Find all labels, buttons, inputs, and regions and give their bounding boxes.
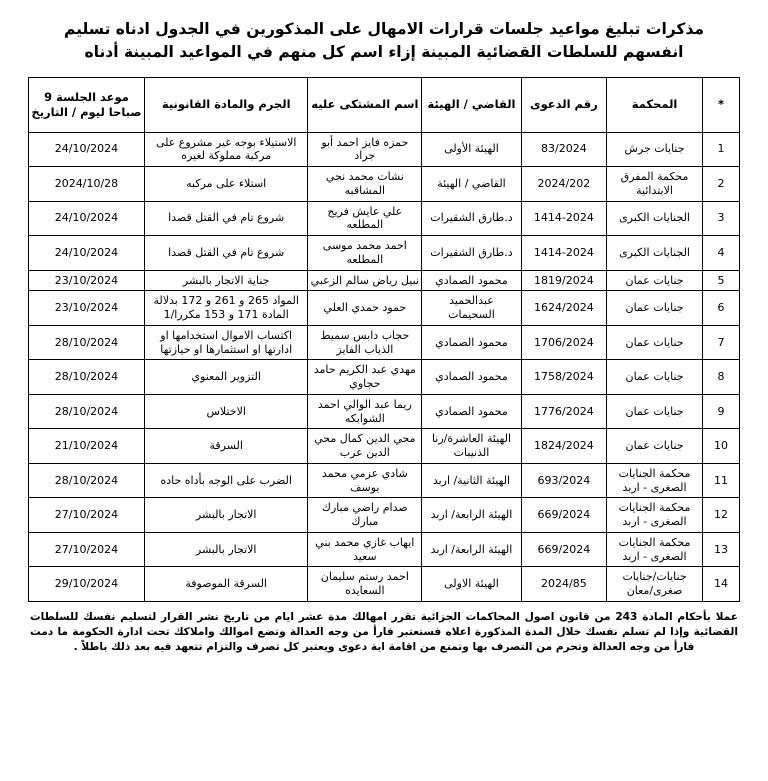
table-row bbox=[29, 201, 740, 236]
cell-date: 24/10/2024 bbox=[29, 236, 145, 271]
cell-court: جنايات عمان bbox=[607, 291, 703, 326]
cell-num: 5 bbox=[703, 270, 740, 291]
cell-charge: استلاء على مركبه bbox=[144, 167, 308, 202]
legal-footer-note: عملا بأحكام المادة 243 من قانون اصول المحاكمات الجزائية تقرر امهالك مدة عشر ايام من تاريخ نشر القرار لتسليم نفسك للسلطات القضائية وإذا لم تسلم نفسك خلال المدة المذكورة اعلاه فستعتبر فارأ من وجه العدالة وتضع اموالك واملاكك تحت ادارة الحكومة ما دمت فارأ من وجه العدالة وتحرم من التصرف بها وتمنع من اقامة اية دعوى ويعتبر كل تصرف والتزام تتعهد فيه بعد ذلك باطلاً . bbox=[30, 610, 738, 654]
cell-charge: المواد 265 و 261 و 172 بدلالة المادة 171 و 153 مكررا/1 bbox=[144, 291, 308, 326]
cell-court: جنايات عمان bbox=[607, 429, 703, 464]
cell-accused: نشات محمد نجي المشاقبه bbox=[308, 167, 422, 202]
cell-num: 7 bbox=[703, 325, 740, 360]
table-row bbox=[29, 394, 740, 429]
cell-judge: د.طارق الشقيرات bbox=[422, 201, 522, 236]
cell-num: 13 bbox=[703, 532, 740, 567]
cell-case-no: 2024/202 bbox=[521, 167, 606, 202]
cell-court: الجنايات الكبرى bbox=[607, 236, 703, 271]
cell-judge: الهيئة العاشرة/رنا الذنيبات bbox=[422, 429, 522, 464]
cell-accused: مهدي عبد الكريم حامد حجاوي bbox=[308, 360, 422, 395]
cell-case-no: 1824/2024 bbox=[521, 429, 606, 464]
table-row bbox=[29, 567, 740, 602]
cell-case-no: 669/2024 bbox=[521, 498, 606, 533]
cell-judge: د.طارق الشقيرات bbox=[422, 236, 522, 271]
cell-date: 29/10/2024 bbox=[29, 567, 145, 602]
cell-num: 9 bbox=[703, 394, 740, 429]
cell-date: 28/10/2024 bbox=[29, 360, 145, 395]
cell-charge: الاستيلاء بوجه غير مشروع على مركبة مملوكة لغيره bbox=[144, 132, 308, 167]
cell-date: 23/10/2024 bbox=[29, 291, 145, 326]
cell-judge: الهيئة الثانية/ اربد bbox=[422, 463, 522, 498]
cell-court: جنايات عمان bbox=[607, 325, 703, 360]
cell-accused: صدام راضي مبارك مبارك bbox=[308, 498, 422, 533]
cell-accused: شادي عزمي محمد يوسف bbox=[308, 463, 422, 498]
cell-case-no: 1624/2024 bbox=[521, 291, 606, 326]
cell-judge: محمود الصمادي bbox=[422, 360, 522, 395]
table-header bbox=[29, 77, 740, 132]
cell-court: محكمة الجنايات الصغرى - اربد bbox=[607, 532, 703, 567]
cell-charge: السرقة الموصوفة bbox=[144, 567, 308, 602]
cell-accused: احمد محمد موسى المطلعه bbox=[308, 236, 422, 271]
notices-table bbox=[28, 77, 740, 602]
cell-charge: الاختلاس bbox=[144, 394, 308, 429]
cell-accused: احمد رستم سليمان السعايده bbox=[308, 567, 422, 602]
table-row bbox=[29, 132, 740, 167]
cell-accused: نبيل رياض سالم الزعبي bbox=[308, 270, 422, 291]
table-row bbox=[29, 360, 740, 395]
page-title: مذكرات تبليغ مواعيد جلسات قرارات الامهال على المذكورين في الجدول ادناه تسليم انفسهم للسلطات القضائية المبينة إزاء اسم كل منهم في المواعيد المبينة أدناه bbox=[63, 20, 704, 62]
cell-charge: الاتجار بالبشر bbox=[144, 498, 308, 533]
cell-charge: شروع تام في القتل قصدا bbox=[144, 236, 308, 271]
cell-num: 12 bbox=[703, 498, 740, 533]
cell-court: محكمة المفرق الابتدائية bbox=[607, 167, 703, 202]
cell-case-no: 1706/2024 bbox=[521, 325, 606, 360]
column-header-date: موعد الجلسة 9 صباحا ليوم / التاريخ bbox=[29, 77, 145, 132]
cell-court: جنايات جرش bbox=[607, 132, 703, 167]
cell-judge: الهيئة الرابعة/ اربد bbox=[422, 532, 522, 567]
table-row bbox=[29, 270, 740, 291]
cell-case-no: 1414-2024 bbox=[521, 201, 606, 236]
cell-date: 21/10/2024 bbox=[29, 429, 145, 464]
cell-court: جنايات عمان bbox=[607, 360, 703, 395]
cell-case-no: 669/2024 bbox=[521, 532, 606, 567]
cell-court: محكمة الجنايات الصغرى - اربد bbox=[607, 463, 703, 498]
table-row bbox=[29, 532, 740, 567]
cell-num: 10 bbox=[703, 429, 740, 464]
cell-accused: علي عايش فريح المطلعه bbox=[308, 201, 422, 236]
cell-case-no: 83/2024 bbox=[521, 132, 606, 167]
cell-accused: محي الدين كمال محي الدين عرب bbox=[308, 429, 422, 464]
table-header-row bbox=[29, 77, 740, 132]
cell-court: الجنايات الكبرى bbox=[607, 201, 703, 236]
column-header-num: * bbox=[703, 77, 740, 132]
cell-accused: حمود حمدي العلي bbox=[308, 291, 422, 326]
cell-judge: محمود الصمادي bbox=[422, 270, 522, 291]
cell-date: 27/10/2024 bbox=[29, 498, 145, 533]
table-row bbox=[29, 498, 740, 533]
table-body bbox=[29, 132, 740, 601]
cell-charge: جناية الاتجار بالبشر bbox=[144, 270, 308, 291]
table-row bbox=[29, 429, 740, 464]
cell-court: جنايات عمان bbox=[607, 270, 703, 291]
cell-num: 14 bbox=[703, 567, 740, 602]
cell-charge: اكتساب الاموال استخدامها او ادارتها او استثمارها او حيازتها bbox=[144, 325, 308, 360]
table-row bbox=[29, 167, 740, 202]
cell-case-no: 2024/85 bbox=[521, 567, 606, 602]
cell-judge: القاضي / الهيئة bbox=[422, 167, 522, 202]
cell-charge: شروع تام في القتل قصدا bbox=[144, 201, 308, 236]
cell-num: 11 bbox=[703, 463, 740, 498]
column-header-case-no: رقم الدعوى bbox=[521, 77, 606, 132]
cell-judge: الهيئة الرابعة/ اربد bbox=[422, 498, 522, 533]
cell-judge: عبدالحميد السحيمات bbox=[422, 291, 522, 326]
cell-charge: الضرب على الوجه بأداه حاده bbox=[144, 463, 308, 498]
column-header-court: المحكمة bbox=[607, 77, 703, 132]
cell-num: 1 bbox=[703, 132, 740, 167]
cell-num: 2 bbox=[703, 167, 740, 202]
cell-case-no: 693/2024 bbox=[521, 463, 606, 498]
cell-case-no: 1776/2024 bbox=[521, 394, 606, 429]
cell-charge: السرقة bbox=[144, 429, 308, 464]
cell-judge: الهيئة الاولى bbox=[422, 567, 522, 602]
cell-date: 28/10/2024 bbox=[29, 394, 145, 429]
cell-court: جنايات/جنايات صغرى/معان bbox=[607, 567, 703, 602]
cell-num: 4 bbox=[703, 236, 740, 271]
cell-case-no: 1758/2024 bbox=[521, 360, 606, 395]
cell-date: 23/10/2024 bbox=[29, 270, 145, 291]
table-row bbox=[29, 291, 740, 326]
cell-accused: حمزه فايز احمد أبو جراد bbox=[308, 132, 422, 167]
cell-date: 2024/10/28 bbox=[29, 167, 145, 202]
cell-date: 27/10/2024 bbox=[29, 532, 145, 567]
cell-accused: ايهاب غازي محمد بني سعيد bbox=[308, 532, 422, 567]
cell-judge: محمود الصمادي bbox=[422, 325, 522, 360]
cell-court: محكمة الجنايات الصغرى - اربد bbox=[607, 498, 703, 533]
cell-accused: حجاب دابس سميط الذياب الفايز bbox=[308, 325, 422, 360]
table-row bbox=[29, 325, 740, 360]
cell-court: جنايات عمان bbox=[607, 394, 703, 429]
cell-date: 24/10/2024 bbox=[29, 201, 145, 236]
column-header-accused: اسم المشتكى عليه bbox=[308, 77, 422, 132]
column-header-judge: القاضي / الهيئة bbox=[422, 77, 522, 132]
table-row bbox=[29, 236, 740, 271]
cell-case-no: 1414-2024 bbox=[521, 236, 606, 271]
cell-date: 28/10/2024 bbox=[29, 463, 145, 498]
cell-accused: ريما عبد الوالي احمد الشوابكه bbox=[308, 394, 422, 429]
cell-date: 24/10/2024 bbox=[29, 132, 145, 167]
cell-date: 28/10/2024 bbox=[29, 325, 145, 360]
column-header-charge: الجرم والمادة القانونية bbox=[144, 77, 308, 132]
cell-num: 6 bbox=[703, 291, 740, 326]
cell-num: 3 bbox=[703, 201, 740, 236]
cell-case-no: 1819/2024 bbox=[521, 270, 606, 291]
cell-charge: التزوير المعنوي bbox=[144, 360, 308, 395]
table-row bbox=[29, 463, 740, 498]
cell-charge: الاتجار بالبشر bbox=[144, 532, 308, 567]
cell-judge: محمود الصمادي bbox=[422, 394, 522, 429]
cell-judge: الهيئة الأولى bbox=[422, 132, 522, 167]
cell-num: 8 bbox=[703, 360, 740, 395]
